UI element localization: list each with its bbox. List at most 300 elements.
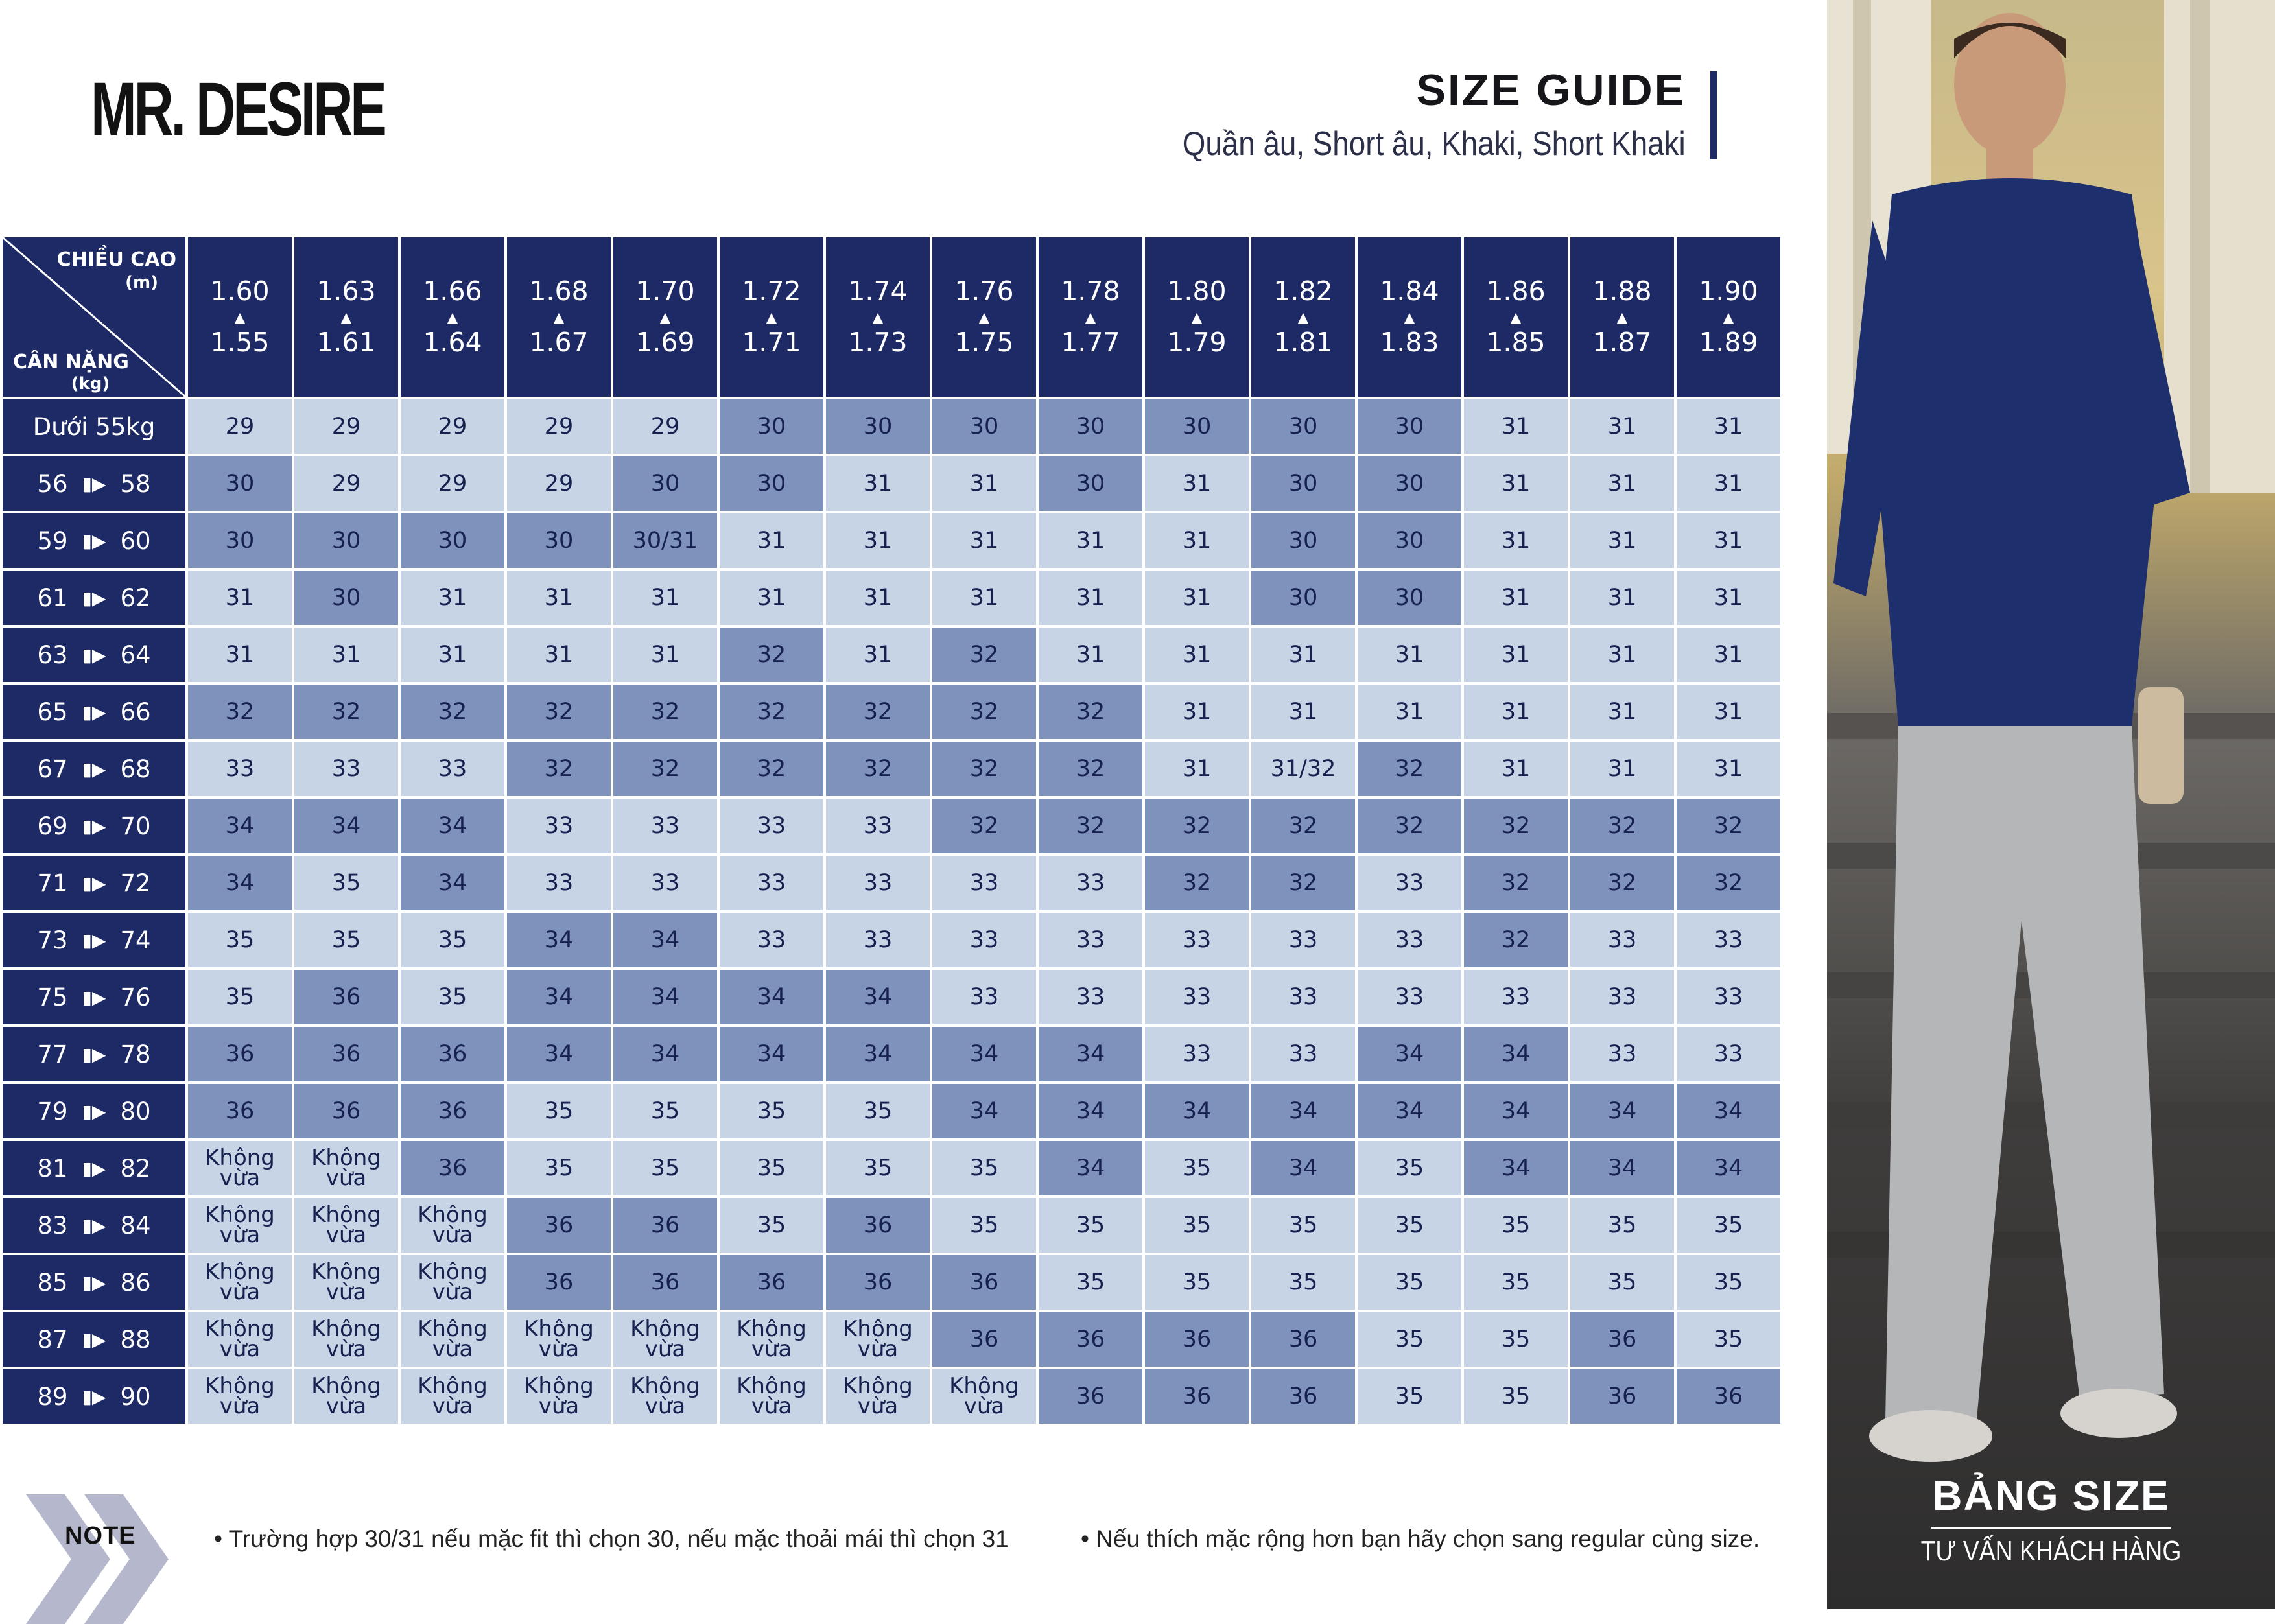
size-cell [1463,1311,1569,1368]
range-arrow-icon: ▮▶ [82,530,106,552]
size-value: Không vừa [205,1315,275,1362]
weight-min: 85 [37,1268,68,1297]
height-unit: (m) [125,272,158,292]
weight-text: Dưới 55kg [32,412,156,441]
size-cell [293,912,399,969]
size-value: 29 [225,414,255,440]
size-value: 35 [1501,1383,1531,1409]
size-cell [1037,969,1144,1026]
size-cell [825,1026,931,1083]
size-value: 36 [225,1098,255,1124]
size-value: 36 [544,1269,574,1295]
range-arrow-icon: ▮▶ [82,986,106,1008]
size-cell [506,969,612,1026]
size-cell [399,1026,506,1083]
size-value: 31 [757,585,786,611]
size-cell [187,912,293,969]
height-header-3 [506,236,612,398]
size-cell [718,1311,825,1368]
size-cell [931,1311,1037,1368]
size-cell [1675,1026,1782,1083]
size-cell [1250,569,1356,626]
size-cell [1037,569,1144,626]
height-max: 1.60 [210,276,270,307]
size-value: 31 [969,471,999,497]
model-photo [1827,0,2275,1609]
size-cell [187,1254,293,1311]
size-value: 33 [544,813,574,839]
size-cell [1250,1083,1356,1140]
size-cell [1037,1197,1144,1254]
weight-min: 81 [37,1154,68,1183]
size-value: 35 [1607,1269,1637,1295]
size-value: 31 [863,642,893,668]
size-cell [1144,1197,1250,1254]
size-cell [825,683,931,740]
size-cell [399,969,506,1026]
size-value: 36 [331,984,361,1010]
size-cell [506,512,612,569]
size-value: 30 [757,471,786,497]
size-value: 29 [438,471,467,497]
size-value: 33 [650,813,680,839]
size-value: 34 [438,870,467,896]
size-value: 35 [331,870,361,896]
height-max: 1.74 [848,276,908,307]
height-header-1 [293,236,399,398]
height-max: 1.90 [1699,276,1758,307]
size-value: 32 [1076,756,1105,782]
size-cell [187,1140,293,1197]
table-row [1,398,1782,455]
size-value: 31 [1288,642,1318,668]
size-cell [1144,1254,1250,1311]
height-header-6 [825,236,931,398]
size-cell [931,569,1037,626]
height-header-4 [612,236,718,398]
size-cell [1037,1140,1144,1197]
size-cell [187,1311,293,1368]
size-value: 34 [650,1041,680,1067]
size-value: Không vừa [418,1315,488,1362]
size-cell [1356,1311,1463,1368]
size-cell [718,797,825,854]
size-cell [1356,398,1463,455]
height-header-7 [931,236,1037,398]
size-value: 30 [331,585,361,611]
size-value: 31 [1288,699,1318,725]
size-cell [612,1197,718,1254]
height-header-14 [1675,236,1782,398]
size-value: 31 [331,642,361,668]
size-cell [293,455,399,512]
page-subtitle: Quần âu, Short âu, Khaki, Short Khaki [1183,125,1686,163]
range-arrow-icon: ▮▶ [82,929,106,951]
size-value: 30 [225,528,255,554]
size-value: 31 [544,642,574,668]
size-value: Không vừa [630,1315,700,1362]
range-triangle-icon: ▲ [978,310,990,326]
size-value: 35 [1182,1269,1212,1295]
table-row [1,969,1782,1026]
size-value: 30 [1076,471,1105,497]
size-value: Không vừa [630,1372,700,1419]
weight-max: 62 [120,583,151,612]
size-cell [1037,455,1144,512]
size-cell [825,512,931,569]
size-value: Không vừa [524,1372,594,1419]
size-value: 33 [1076,870,1105,896]
size-cell [1569,969,1675,1026]
size-value: Không vừa [949,1372,1019,1419]
size-cell [187,797,293,854]
size-value: 33 [757,813,786,839]
size-cell [1463,569,1569,626]
photo-caption-title: BẢNG SIZE [1932,1472,2170,1519]
size-cell [1569,626,1675,683]
weight-min: 79 [37,1097,68,1125]
size-cell [1463,398,1569,455]
size-cell [293,854,399,912]
size-cell [1144,626,1250,683]
size-cell [931,912,1037,969]
height-min: 1.81 [1273,327,1333,358]
height-min: 1.61 [316,327,376,358]
table-row [1,1254,1782,1311]
size-value: 36 [1288,1383,1318,1409]
range-arrow-icon: ▮▶ [82,587,106,609]
size-value: 33 [1714,984,1743,1010]
size-cell [506,912,612,969]
size-cell [718,683,825,740]
size-value: 34 [331,813,361,839]
size-value: 33 [1607,984,1637,1010]
size-value: 33 [225,756,255,782]
size-value: 30 [1395,585,1424,611]
size-value: 31 [1714,528,1743,554]
size-cell [1250,1254,1356,1311]
size-cell [1569,455,1675,512]
height-header-row [1,236,1782,398]
size-value: 31/32 [1270,756,1336,782]
size-value: 32 [1714,813,1743,839]
size-cell [399,1197,506,1254]
size-value: 33 [1076,927,1105,953]
height-max: 1.68 [529,276,589,307]
size-cell [399,512,506,569]
size-value: 35 [1714,1326,1743,1352]
weight-min: 75 [37,983,68,1011]
size-cell [825,912,931,969]
size-value: 29 [331,471,361,497]
size-cell [506,1083,612,1140]
size-cell [1037,1026,1144,1083]
size-cell [931,797,1037,854]
table-row [1,512,1782,569]
size-value: 31 [1395,699,1424,725]
size-value: 33 [1288,984,1318,1010]
size-cell [1569,797,1675,854]
size-value: 35 [331,927,361,953]
size-cell [506,1254,612,1311]
weight-min: 63 [37,641,68,669]
size-cell [825,1311,931,1368]
size-cell [1250,1311,1356,1368]
size-value: 36 [1714,1383,1743,1409]
size-value: 31 [1714,756,1743,782]
size-cell [399,1254,506,1311]
weight-max: 82 [120,1154,151,1183]
size-cell [506,398,612,455]
size-cell [506,1197,612,1254]
weight-max: 88 [120,1325,151,1354]
table-corner [1,236,187,398]
size-value: 32 [1607,870,1637,896]
size-value: 30 [757,414,786,440]
range-triangle-icon: ▲ [1191,310,1203,326]
size-cell [1356,1197,1463,1254]
size-cell [1037,740,1144,797]
size-cell [1463,1083,1569,1140]
size-value: 35 [1395,1212,1424,1238]
size-value: 31 [1182,642,1212,668]
size-cell [1144,1311,1250,1368]
size-value: 33 [1076,984,1105,1010]
size-value: 36 [969,1269,999,1295]
size-cell [1037,398,1144,455]
size-cell [1356,455,1463,512]
size-cell [187,969,293,1026]
weight-axis-label [13,351,129,394]
height-min: 1.67 [529,327,589,358]
size-value: 34 [757,1041,786,1067]
size-value: 36 [757,1269,786,1295]
size-value: 33 [863,927,893,953]
size-value: 34 [1076,1155,1105,1181]
size-cell [931,1026,1037,1083]
size-cell [1037,1311,1144,1368]
size-value: 29 [438,414,467,440]
size-value: 34 [650,927,680,953]
size-value: 31 [1501,585,1531,611]
size-cell [506,797,612,854]
size-value: 31 [1501,756,1531,782]
size-cell [399,683,506,740]
height-min: 1.77 [1061,327,1120,358]
size-value: 36 [438,1098,467,1124]
size-value: 30 [1395,471,1424,497]
weight-max: 86 [120,1268,151,1297]
size-value: 31 [1076,528,1105,554]
size-value: 33 [1288,1041,1318,1067]
size-cell [1144,512,1250,569]
size-value: 34 [650,984,680,1010]
size-cell [1356,1026,1463,1083]
size-value: Không vừa [737,1372,807,1419]
size-cell [1037,1368,1144,1425]
size-cell [1144,398,1250,455]
table-row [1,683,1782,740]
height-max: 1.72 [742,276,801,307]
size-cell [931,740,1037,797]
size-cell [1675,683,1782,740]
size-value: 30/31 [632,528,698,554]
size-value: 36 [331,1098,361,1124]
size-cell [718,740,825,797]
table-row [1,1197,1782,1254]
size-cell [399,1140,506,1197]
height-min: 1.75 [954,327,1014,358]
size-cell [718,455,825,512]
table-row [1,455,1782,512]
size-value: 31 [1501,471,1531,497]
size-cell [1356,969,1463,1026]
height-header-10 [1250,236,1356,398]
range-arrow-icon: ▮▶ [82,1157,106,1179]
size-cell [1675,455,1782,512]
weight-max: 84 [120,1211,151,1240]
size-value: 32 [1501,927,1531,953]
size-value: 33 [1182,984,1212,1010]
size-value: Không vừa [311,1372,381,1419]
size-cell [1569,569,1675,626]
size-value: 31 [1182,585,1212,611]
size-cell [506,740,612,797]
weight-min: 87 [37,1325,68,1354]
size-value: 32 [544,699,574,725]
size-cell [1569,683,1675,740]
height-max: 1.88 [1592,276,1652,307]
size-value: 35 [1395,1326,1424,1352]
size-value: 35 [225,927,255,953]
size-value: 29 [544,414,574,440]
size-cell [612,569,718,626]
size-cell [1037,797,1144,854]
size-value: 34 [757,984,786,1010]
size-cell [1356,912,1463,969]
size-value: 31 [863,528,893,554]
size-value: Không vừa [205,1201,275,1248]
size-value: 32 [757,756,786,782]
size-value: 35 [1182,1212,1212,1238]
brand-logo: MR. DESIRE [91,67,384,152]
size-cell [187,626,293,683]
weight-label-cell [1,1197,187,1254]
weight-max: 80 [120,1097,151,1125]
size-table-body [1,398,1782,1425]
size-value: 34 [1288,1155,1318,1181]
weight-max: 74 [120,926,151,954]
size-value: 31 [863,471,893,497]
size-value: 35 [1501,1269,1531,1295]
size-cell [1250,969,1356,1026]
size-cell [293,740,399,797]
size-cell [718,1197,825,1254]
size-cell [1144,569,1250,626]
size-cell [612,1368,718,1425]
size-cell [612,854,718,912]
size-cell [1569,1140,1675,1197]
size-value: 32 [757,642,786,668]
size-value: 36 [331,1041,361,1067]
size-cell [718,1083,825,1140]
size-value: 31 [225,642,255,668]
height-header-11 [1356,236,1463,398]
size-value: 34 [225,813,255,839]
range-arrow-icon: ▮▶ [82,1328,106,1350]
size-cell [1569,854,1675,912]
size-value: 33 [650,870,680,896]
size-value: 32 [1395,756,1424,782]
size-value: 35 [438,927,467,953]
size-cell [1356,1368,1463,1425]
size-cell [1675,1254,1782,1311]
size-cell [931,455,1037,512]
size-value: 32 [1182,870,1212,896]
weight-label-cell [1,626,187,683]
size-cell [187,740,293,797]
size-value: Không vừa [843,1315,913,1362]
size-cell [399,1083,506,1140]
height-header-8 [1037,236,1144,398]
height-max: 1.78 [1061,276,1120,307]
size-cell [1675,1140,1782,1197]
size-value: 34 [1076,1098,1105,1124]
size-value: 33 [757,870,786,896]
height-min: 1.85 [1486,327,1546,358]
weight-label-cell [1,398,187,455]
range-triangle-icon: ▲ [1404,310,1415,326]
size-value: 31 [1076,585,1105,611]
size-value: 36 [1076,1383,1105,1409]
note-item-2: • Nếu thích mặc rộng hơn bạn hãy chọn sang regular cùng size. [1081,1525,1760,1552]
weight-label-cell [1,1026,187,1083]
size-cell [1463,626,1569,683]
size-value: 34 [544,927,574,953]
size-cell [718,569,825,626]
size-cell [931,1197,1037,1254]
table-row [1,626,1782,683]
size-cell [1463,797,1569,854]
table-row [1,1311,1782,1368]
weight-max: 90 [120,1382,151,1411]
height-min: 1.64 [423,327,482,358]
size-cell [718,854,825,912]
size-value: 36 [1182,1326,1212,1352]
size-value: Không vừa [737,1315,807,1362]
size-value: 36 [650,1269,680,1295]
size-value: 34 [1714,1098,1743,1124]
size-value: Không vừa [205,1144,275,1191]
size-value: 33 [1395,927,1424,953]
height-max: 1.70 [635,276,695,307]
size-cell [1675,512,1782,569]
weight-max: 64 [120,641,151,669]
size-cell [293,398,399,455]
size-value: 34 [1501,1098,1531,1124]
height-max: 1.86 [1486,276,1546,307]
weight-label: CÂN NẶNG [13,350,129,373]
size-cell [825,854,931,912]
size-cell [293,1311,399,1368]
size-cell [718,512,825,569]
size-value: 32 [225,699,255,725]
weight-max: 66 [120,698,151,726]
size-cell [399,797,506,854]
weight-label-cell [1,1140,187,1197]
size-value: 30 [1076,414,1105,440]
size-cell [825,626,931,683]
